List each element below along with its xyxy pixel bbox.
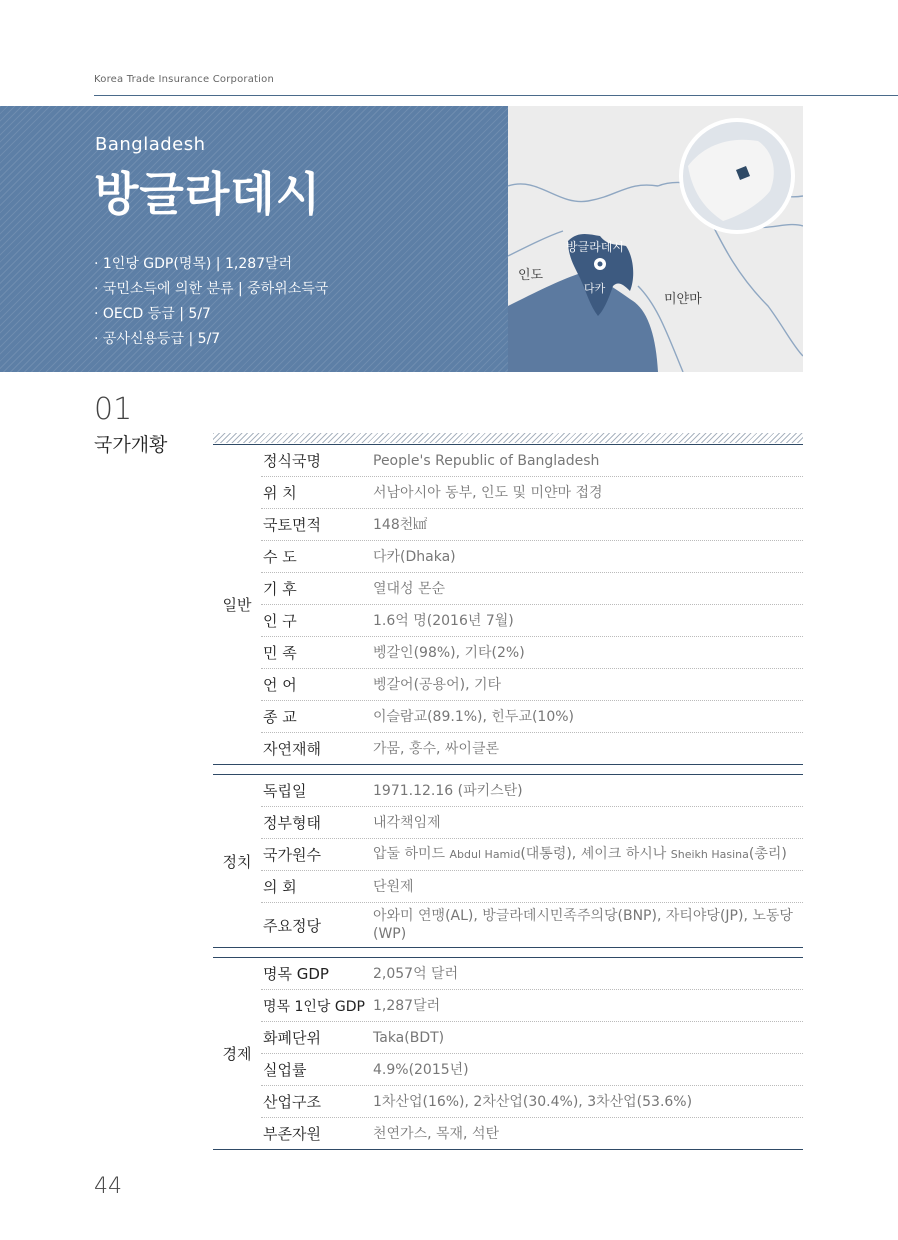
table-row bbox=[261, 1118, 803, 1149]
row-value: 천연가스, 목재, 석탄 bbox=[373, 1125, 499, 1142]
group-economy bbox=[213, 957, 803, 1150]
table-row bbox=[261, 958, 803, 990]
row-key: 민 족 bbox=[263, 644, 297, 662]
table-row bbox=[261, 541, 803, 573]
fact-income-class: · 국민소득에 의한 분류 | 중하위소득국 bbox=[94, 281, 329, 297]
country-name-en: Bangladesh bbox=[95, 134, 206, 155]
row-value: 단원제 bbox=[373, 878, 414, 895]
country-overview-table bbox=[213, 444, 803, 1150]
row-value: 가뭄, 홍수, 싸이클론 bbox=[373, 740, 499, 757]
key-facts bbox=[94, 252, 328, 352]
row-key: 부존자원 bbox=[263, 1125, 321, 1143]
row-key: 주요정당 bbox=[263, 916, 321, 935]
table-row bbox=[261, 1086, 803, 1118]
fact-credit-grade: · 공사신용등급 | 5/7 bbox=[94, 331, 221, 347]
row-key: 언 어 bbox=[263, 676, 297, 694]
table-row bbox=[261, 669, 803, 701]
table-row bbox=[261, 839, 803, 871]
group-general bbox=[213, 444, 803, 765]
table-row bbox=[261, 573, 803, 605]
table-row bbox=[261, 701, 803, 733]
table-row bbox=[261, 509, 803, 541]
head-of-state-ko: 압둘 하미드 bbox=[373, 846, 450, 862]
row-value: People's Republic of Bangladesh bbox=[373, 452, 600, 469]
row-key: 화폐단위 bbox=[263, 1029, 321, 1047]
row-key: 실업률 bbox=[263, 1061, 307, 1079]
row-value bbox=[373, 845, 803, 864]
page-number: 44 bbox=[94, 1174, 122, 1199]
row-value: 벵갈인(98%), 기타(2%) bbox=[373, 644, 525, 661]
country-banner bbox=[0, 106, 508, 372]
row-value: 벵갈어(공용어), 기타 bbox=[373, 676, 502, 693]
row-value: 2,057억 달러 bbox=[373, 965, 459, 982]
header-rule bbox=[94, 95, 898, 96]
table-row bbox=[261, 1054, 803, 1086]
prime-minister-role: (총리) bbox=[748, 846, 787, 862]
row-value: 1.6억 명(2016년 7월) bbox=[373, 612, 514, 629]
row-value: 1차산업(16%), 2차산업(30.4%), 3차산업(53.6%) bbox=[373, 1093, 693, 1110]
row-value: 148천㎢ bbox=[373, 516, 428, 533]
head-of-state-en: Abdul Hamid bbox=[449, 848, 521, 861]
row-key: 기 후 bbox=[263, 580, 297, 598]
row-key: 명목 GDP bbox=[263, 965, 329, 983]
group-politics bbox=[213, 774, 803, 948]
row-key: 자연재해 bbox=[263, 740, 321, 758]
group-label-economy: 경제 bbox=[222, 1045, 252, 1063]
table-row bbox=[261, 445, 803, 477]
map-label-myanmar: 미얀마 bbox=[664, 292, 702, 307]
row-key: 위 치 bbox=[263, 484, 297, 502]
row-key: 인 구 bbox=[263, 612, 297, 630]
row-key: 독립일 bbox=[263, 782, 307, 800]
row-value: 4.9%(2015년) bbox=[373, 1061, 469, 1078]
table-row bbox=[261, 990, 803, 1022]
table-row bbox=[261, 903, 803, 947]
prime-minister-en: Sheikh Hasina bbox=[670, 848, 749, 861]
row-value: 1971.12.16 (파키스탄) bbox=[373, 782, 523, 799]
table-row bbox=[261, 477, 803, 509]
group-label-politics: 정치 bbox=[222, 852, 252, 871]
row-key: 수 도 bbox=[263, 548, 297, 566]
group-label-general: 일반 bbox=[222, 596, 252, 614]
row-key: 명목 1인당 GDP bbox=[263, 998, 365, 1015]
map-label-dhaka: 다카 bbox=[584, 282, 606, 295]
row-key: 정식국명 bbox=[263, 452, 321, 470]
organization-name: Korea Trade Insurance Corporation bbox=[94, 74, 274, 85]
location-map bbox=[508, 106, 803, 372]
row-value: 다카(Dhaka) bbox=[373, 548, 456, 565]
section-number: 01 bbox=[94, 392, 133, 427]
table-row bbox=[261, 807, 803, 839]
row-value: 이슬람교(89.1%), 힌두교(10%) bbox=[373, 708, 575, 725]
section-title: 국가개황 bbox=[94, 434, 168, 456]
row-value: 서남아시아 동부, 인도 및 미얀마 접경 bbox=[373, 484, 603, 501]
prime-minister-ko: (대통령), 셰이크 하시나 bbox=[520, 846, 671, 862]
row-key: 국토면적 bbox=[263, 516, 321, 534]
section-hatch-rule bbox=[213, 433, 803, 443]
map-label-bangladesh: 방글라데시 bbox=[566, 240, 624, 254]
row-key: 국가원수 bbox=[263, 846, 321, 864]
table-row bbox=[261, 733, 803, 764]
table-row bbox=[261, 775, 803, 807]
row-key: 종 교 bbox=[263, 708, 297, 726]
table-row bbox=[261, 637, 803, 669]
fact-gdp-per-capita: · 1인당 GDP(명목) | 1,287달러 bbox=[94, 256, 293, 272]
row-value: Taka(BDT) bbox=[373, 1029, 445, 1046]
table-row bbox=[261, 871, 803, 903]
row-key: 산업구조 bbox=[263, 1093, 321, 1111]
row-value: 내각책임제 bbox=[373, 814, 441, 831]
row-key: 의 회 bbox=[263, 878, 297, 896]
table-row bbox=[261, 1022, 803, 1054]
map-label-india: 인도 bbox=[518, 268, 544, 283]
fact-oecd-grade: · OECD 등급 | 5/7 bbox=[94, 306, 211, 322]
table-row bbox=[261, 605, 803, 637]
row-value: 아와미 연맹(AL), 방글라데시민족주의당(BNP), 자티야당(JP), 노동당(WP) bbox=[373, 908, 793, 942]
country-name-ko: 방글라데시 bbox=[94, 167, 322, 221]
row-value: 열대성 몬순 bbox=[373, 580, 446, 597]
row-key: 정부형태 bbox=[263, 814, 321, 832]
row-value: 1,287달러 bbox=[373, 997, 441, 1014]
